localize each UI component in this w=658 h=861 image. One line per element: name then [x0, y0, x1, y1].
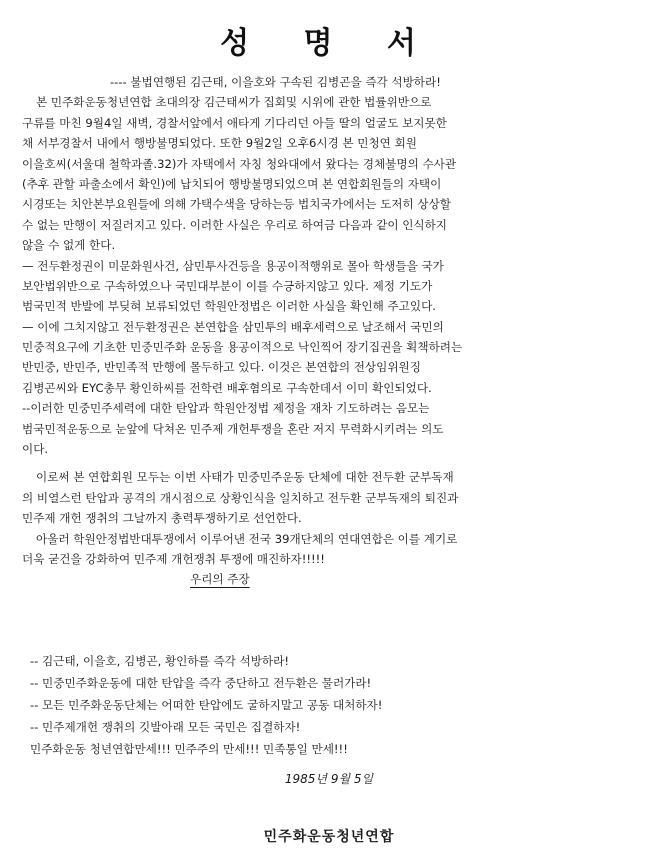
organization-signature: 민주화운동청년연합: [263, 829, 395, 845]
subtitle: ---- 불법연행된 김근태, 이을호와 구속된 김병곤을 즉각 석방하라!: [110, 75, 441, 89]
paragraph-line: 더욱 굳건을 강화하여 민주제 개헌쟁취 투쟁에 매진하자!!!!!: [22, 551, 325, 566]
paragraph-line: 않을 수 없게 한다.: [22, 238, 116, 253]
paragraph-line: 범국민적운동으로 눈앞에 닥쳐온 민주제 개헌투쟁을 혼란 저지 무력화시키려는 의도: [22, 421, 444, 436]
paragraph-line: — 이에 그치지않고 전두환정권은 본연합을 삼민투의 배후세력으로 날조해서 국민의: [22, 319, 444, 334]
paragraph-line: 반민중, 반민주, 반민족적 만행에 몰두하고 있다. 이것은 본연합의 전상임위원징: [22, 360, 421, 375]
claim-item: -- 민중민주화운동에 대한 탄압을 즉각 중단하고 전두환은 물러가라!: [30, 676, 372, 690]
statement-body: [22, 72, 636, 590]
claims-list: [30, 650, 630, 760]
paragraph-gap: [22, 459, 636, 467]
paragraph-line: 이로써 본 연합회원 모두는 이번 사태가 민중민주운동 단체에 대한 전두환 군부독재: [36, 470, 454, 485]
paragraph-line: 구류를 마친 9월4일 새벽, 경찰서앞에서 애타게 기다리던 아들 딸의 얼굴도 보지못한: [22, 115, 447, 130]
paragraph-line: 아울러 학원안정법반대투쟁에서 이루어낸 전국 39개단체의 연대연합은 이를 계기로: [36, 531, 458, 546]
document-date: 1985년 9월 5일: [284, 772, 374, 786]
paragraph-line: 수 없는 만행이 저질러지고 있다. 이러한 사실은 우리로 하여금 다음과 같이 인식하지: [22, 217, 448, 232]
paragraph-line: --이러한 민중민주세력에 대한 탄압과 학원안정법 제정을 재차 기도하려는 음모는: [22, 401, 430, 416]
paragraph-line: 의 비열스런 탄압과 공격의 개시점으로 상황인식을 일치하고 전두환 군부독재의 퇴진과: [22, 490, 459, 505]
paragraph-line: 김병곤씨와 EYC총무 황인하씨를 전학련 배후혐의로 구속한데서 이미 확인되었다.: [22, 380, 432, 395]
claims-heading: 우리의 주장: [190, 572, 250, 587]
document-title: 성 명 서: [220, 26, 438, 61]
paragraph-line: 시경또는 치안본부요원들에 의해 가택수색을 당하는등 법치국가에서는 도저히 상상할: [22, 197, 451, 212]
paragraph-line: 채 서부경찰서 내에서 행방불명되었다. 또한 9월2일 오후6시경 본 민청연 회원: [22, 136, 417, 151]
claim-item: -- 민주제개헌 쟁취의 깃발아래 모든 국민은 집결하자!: [30, 720, 301, 734]
paragraph-line: 본 민주화운동청년연합 초대의장 김근태씨가 집회및 시위에 관한 법률위반으로: [36, 95, 432, 110]
slogan-line: 민주화운동 청년연합만세!!! 민주주의 만세!!! 민족통일 만세!!!: [30, 742, 348, 756]
paragraph-line: — 전두환정권이 미문화원사건, 삼민투사건등을 용공이적행위로 몰아 학생들을 국가: [22, 258, 444, 273]
paragraph-line: 이다.: [22, 442, 49, 457]
paragraph-line: 민주제 개헌 쟁취의 그날까지 총력투쟁하기로 선언한다.: [22, 511, 302, 526]
claim-item: -- 모든 민주화운동단체는 어떠한 탄압에도 굴하지말고 공동 대처하자!: [30, 698, 383, 712]
paragraph-line: 범국민적 반발에 부딪혀 보류되었던 학원안정법은 이러한 사실을 확인해 주고있다.: [22, 299, 436, 314]
paragraph-line: (추후 관할 파출소에서 확인)에 납치되어 행방불명되었으며 본 연합회원들의 자택이: [22, 176, 442, 191]
paragraph-line: 보안법위반으로 구속하였으나 국민대부분이 이를 수긍하지않고 있다. 제정 기도가: [22, 278, 433, 293]
claim-item: -- 김근태, 이을호, 김병곤, 황인하를 즉각 석방하라!: [30, 654, 289, 668]
paragraph-line: 민중적요구에 기초한 민중민주화 운동을 용공이적으로 낙인찍어 장기집권을 획책하려는: [22, 340, 463, 355]
paragraph-line: 이을호씨(서울대 철학과졸.32)가 자택에서 자칭 청와대에서 왔다는 경체불명의 수사관: [22, 156, 457, 171]
